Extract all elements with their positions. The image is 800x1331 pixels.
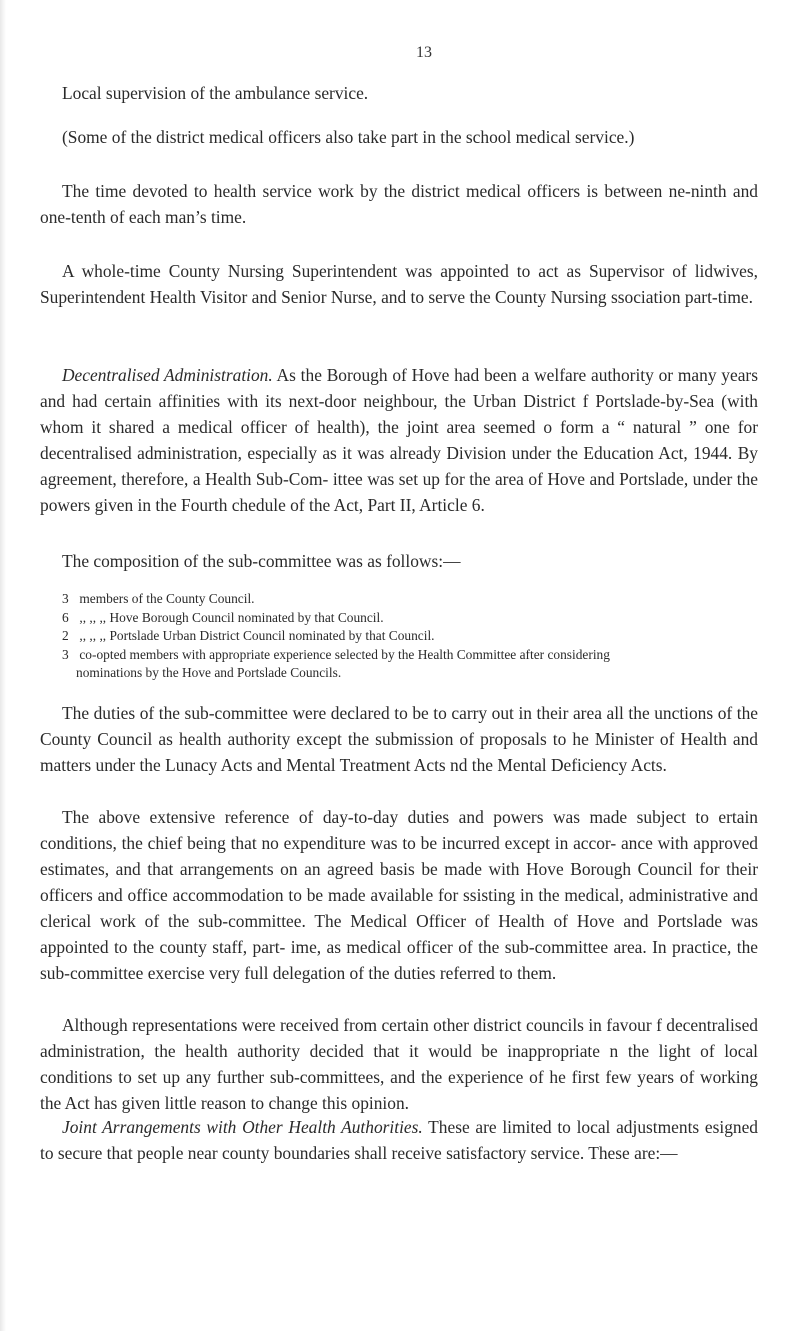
paragraph-duties: The duties of the sub-committee were declared to be to carry out in their area all the unctions of the County Council as health authority except the submission of proposals to he Minister of Health and matters under the Lunacy Acts and Mental Treatment Acts nd the Mental Deficiency Acts. — [40, 703, 758, 775]
paragraph-nursing-superintendent: A whole-time County Nursing Superintendent was appointed to act as Supervisor of lidwives, Superintendent Health Visitor and Senior Nurse, and to serve the County Nursing ssociation part-time. — [40, 261, 758, 307]
paragraph-joint-arrangements — [40, 1114, 758, 1166]
paragraph-school-service: (Some of the district medical officers also take part in the school medical service.) — [62, 127, 635, 147]
list-item: 3 members of the County Council. — [62, 591, 255, 606]
list-item: 3 co-opted members with appropriate experience selected by the Health Committee after considering — [62, 646, 610, 662]
page-spine-shadow — [0, 0, 6, 1331]
paragraph-time-devoted: The time devoted to health service work by the district medical officers is between ne-ninth and one-tenth of each man’s time. — [40, 181, 758, 227]
heading-decentralised: Decentralised Administration. — [62, 365, 273, 385]
paragraph-conditions: The above extensive reference of day-to-day duties and powers was made subject to ertain conditions, the chief being that no expenditure was to be incurred except in accor- ance with approved estimates, and that arrangements on an agreed basis be made with Hove Borough Council for their officers and office accommodation to be made available for ssisting in the medical, administrative and clerical work of the sub-committee. The Medical Officer of Health of Hove and Portslade was appointed to the county staff, part- ime, as medical officer of the sub-committee area. In practice, the sub-committee exercise very full delegation of the duties referred to them. — [40, 807, 758, 983]
paragraph-representations: Although representations were received from certain other district councils in favour f decentralised administration, the health authority decided that it would be inappropriate n the light of local conditions to set up any further sub-committees, and the experience of he first few years of working the Act has given little reason to change this opinion. — [40, 1015, 758, 1113]
text-joint-arrangements: These are limited to local adjustments esigned to secure that people near county boundaries shall receive satisfactory service. These are:— — [40, 1117, 759, 1163]
text-decentralised: As the Borough of Hove had been a welfare authority or many years and had certain affinities with its next-door neighbour, the Urban District f Portslade-by-Sea (with whom it shared a medical officer of health), the joint area seemed o form a “ natural ” one for decentralised administration, especially as it was already Division under the Education Act, 1944. By agreement, therefore, a Health Sub-Com- ittee was set up for the area of Hove and Portslade, under the powers given in the Fourth chedule of the Act, Part II, Article 6. — [40, 365, 758, 515]
paragraph-decentralised — [40, 362, 758, 518]
paragraph-composition-intro: The composition of the sub-committee was as follows:— — [62, 551, 461, 571]
heading-joint-arrangements: Joint Arrangements with Other Health Authorities. — [62, 1117, 423, 1137]
list-item: 2 ,, ,, ,, Portslade Urban District Council nominated by that Council. — [62, 628, 435, 643]
composition-list — [62, 590, 758, 683]
page-number: 13 — [416, 44, 432, 61]
paragraph-ambulance: Local supervision of the ambulance service. — [62, 83, 369, 103]
list-item: 6 ,, ,, ,, Hove Borough Council nominated by that Council. — [62, 609, 384, 625]
list-item-continuation: nominations by the Hove and Portslade Councils. — [76, 665, 342, 680]
